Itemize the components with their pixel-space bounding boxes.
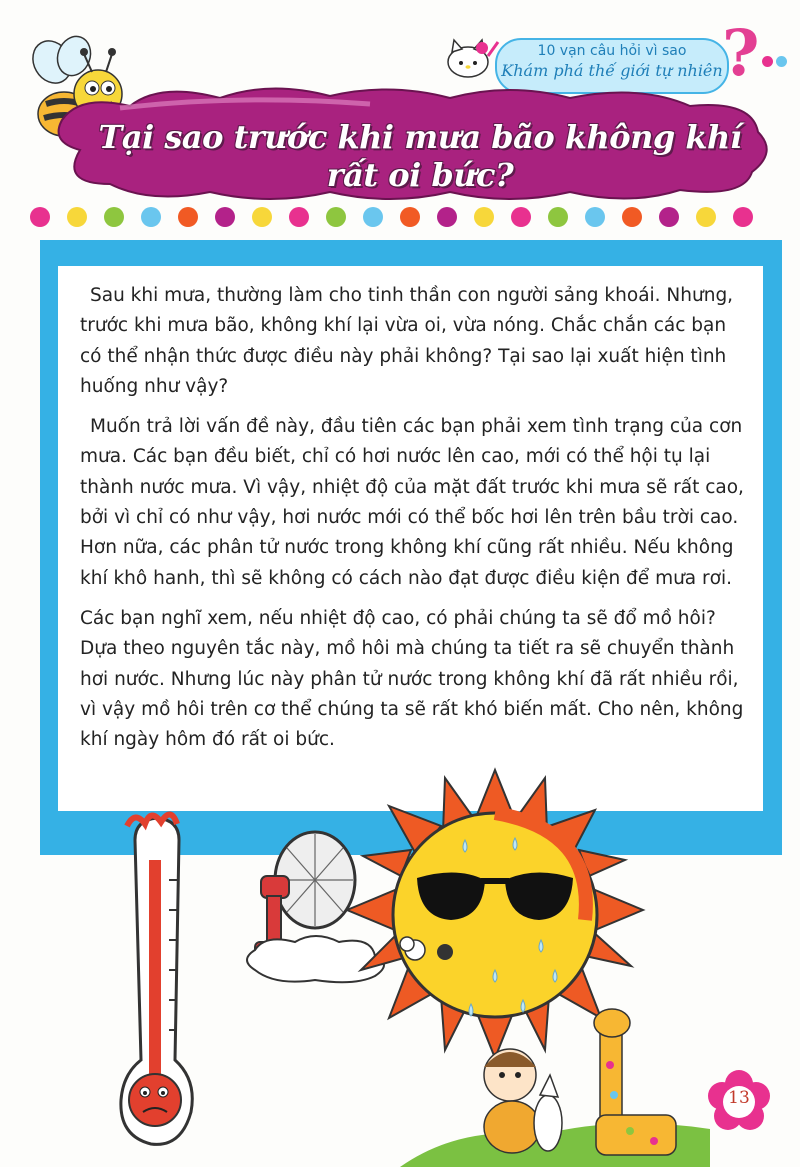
paragraph-3: Các bạn nghĩ xem, nếu nhiệt độ cao, có phải chúng ta sẽ đổ mồ hôi? Dựa theo nguyên tắc này, mồ hôi mà chúng ta tiết ra sẽ chuyển thành hơi nước. Nhưng lúc này phân tử nước trong không khí đã rất nhiều rồi, vì vậy mồ hôi trên cơ thể chúng ta sẽ rất khó biến mất. Cho nên, không khí ngày hôm đó rất oi bức. bbox=[80, 607, 744, 751]
hello-kitty-icon bbox=[440, 36, 500, 86]
ground-scene-illustration bbox=[400, 1005, 710, 1167]
giraffe-icon bbox=[594, 1009, 676, 1155]
paragraph-2: Muốn trả lời vấn đề này, đầu tiên các bạn phải xem tình trạng của cơn mưa. Các bạn đều biết, chỉ có hơi nước lên cao, mới có thể hội tụ lại thành nước mưa. Vì vậy, nhiệt độ của mặt đất trước khi mưa sẽ rất cao, bởi vì chỉ có như vậy, hơi nước mới có thể bốc hơi lên trên bầu trời cao. Hơn nữa, các phân tử nước trong không khí cũng rất nhiều. Nếu không khí khô hanh, thì sẽ không có cách nào đạt được điều kiện để mưa rơi. bbox=[80, 416, 744, 589]
boy-icon bbox=[484, 1049, 540, 1153]
page-number: 13 bbox=[728, 1088, 750, 1108]
decorative-mini-dots bbox=[762, 52, 790, 71]
series-title: 10 vạn câu hỏi vì sao bbox=[537, 43, 687, 59]
decorative-dot-row bbox=[0, 207, 800, 233]
dog-icon bbox=[534, 1075, 562, 1151]
page-title: Tại sao trước khi mưa bão không khí rất oi bức? bbox=[98, 118, 742, 194]
question-mark-icon: ? bbox=[722, 16, 760, 91]
paragraph-1: Sau khi mưa, thường làm cho tinh thần con người sảng khoái. Nhưng, trước khi mưa bão, không khí lại vừa oi, vừa nóng. Chắc chắn các bạn có thể nhận thức được điều này phải không? Tại sao lại xuất hiện tình huống như vậy? bbox=[80, 285, 734, 397]
thermometer-icon bbox=[105, 800, 215, 1160]
article-body bbox=[80, 281, 752, 765]
series-subtitle: Khám phá thế giới tự nhiên bbox=[501, 61, 723, 80]
